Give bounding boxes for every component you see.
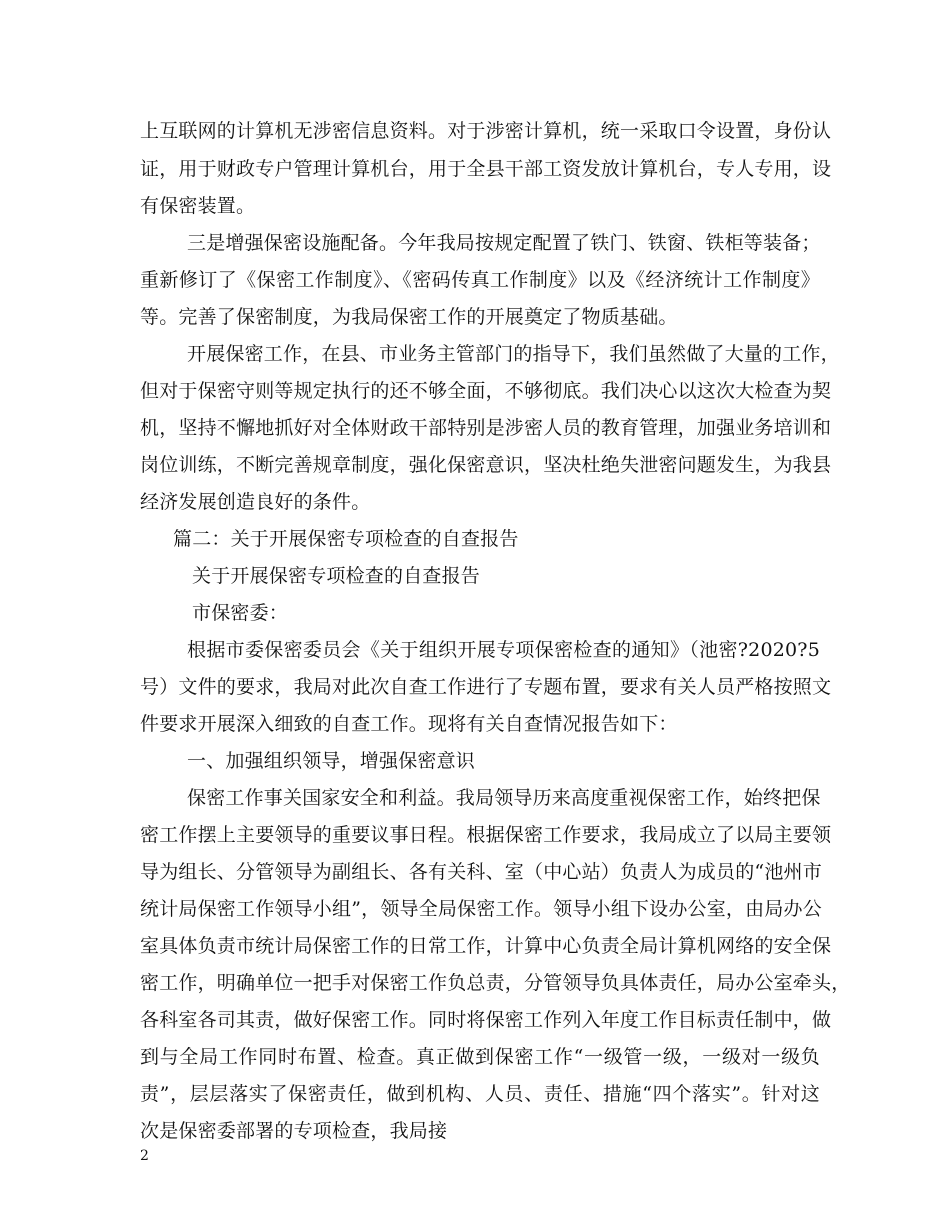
report-title: 关于开展保密专项检查的自查报告 [192,565,481,587]
text-line: 密工作摆上主要领导的重要议事日程。根据保密工作要求，我局成立了以局主要领 [140,824,832,846]
text-line: 根据市委保密委员会《关于组织开展专项保密检查的通知》（池密?2020?5 [187,639,820,661]
text-line: 开展保密工作，在县、市业务主管部门的指导下，我们虽然做了大量的工作， [187,343,840,365]
text-line: 密工作，明确单位一把手对保密工作负总责，分管领导负具体责任，局办公室牵头， [140,972,851,994]
text-line: 重新修订了《保密工作制度》、《密码传真工作制度》以及《经济统计工作制度》 [140,269,820,291]
text-line: 岗位训练，不断完善规章制度，强化保密意识，坚决杜绝失泄密问题发生，为我县 [140,454,832,476]
section-heading: 篇二：关于开展保密专项检查的自查报告 [173,528,519,550]
text-line: 件要求开展深入细致的自查工作。现将有关自查情况报告如下： [140,713,678,735]
text-line: 次是保密委部署的专项检查，我局接 [140,1120,448,1142]
page-number: 2 [140,1148,149,1164]
text-line: 责”，层层落实了保密责任，做到机构、人员、责任、措施“四个落实”。针对这 [140,1083,820,1105]
text-line: 等。完善了保密制度，为我局保密工作的开展奠定了物质基础。 [140,306,678,328]
text-line: 但对于保密守则等规定执行的还不够全面，不够彻底。我们决心以这次大检查为契 [140,380,832,402]
text-line: 导为组长、分管领导为副组长、各有关科、室（中心站）负责人为成员的“池州市 [140,861,822,883]
text-line: 经济发展创造良好的条件。 [140,491,371,513]
text-line: 保密工作事关国家安全和利益。我局领导历来高度重视保密工作，始终把保 [187,787,821,809]
text-line: 各科室各司其责，做好保密工作。同时将保密工作列入年度工作目标责任制中，做 [140,1009,832,1031]
text-line: 三是增强保密设施配备。今年我局按规定配置了铁门、铁窗、铁柜等装备； [187,232,821,254]
text-line: 证，用于财政专户管理计算机台，用于全县干部工资发放计算机台，专人专用，设 [140,158,832,180]
text-line: 号）文件的要求，我局对此次自查工作进行了专题布置，要求有关人员严格按照文 [140,676,832,698]
text-line: 到与全局工作同时布置、检查。真正做到保密工作“一级管一级，一级对一级负 [140,1046,820,1068]
text-line: 室具体负责市统计局保密工作的日常工作，计算中心负责全局计算机网络的安全保 [140,935,832,957]
subsection-heading: 一、加强组织领导，增强保密意识 [187,750,476,772]
text-line: 统计局保密工作领导小组”，领导全局保密工作。领导小组下设办公室，由局办公 [140,898,822,920]
text-line: 有保密装置。 [140,195,256,217]
text-line: 机，坚持不懈地抓好对全体财政干部特别是涉密人员的教育管理，加强业务培训和 [140,417,832,439]
addressee: 市保密委： [192,602,289,624]
text-line: 上互联网的计算机无涉密信息资料。对于涉密计算机，统一采取口令设置，身份认 [140,120,832,142]
